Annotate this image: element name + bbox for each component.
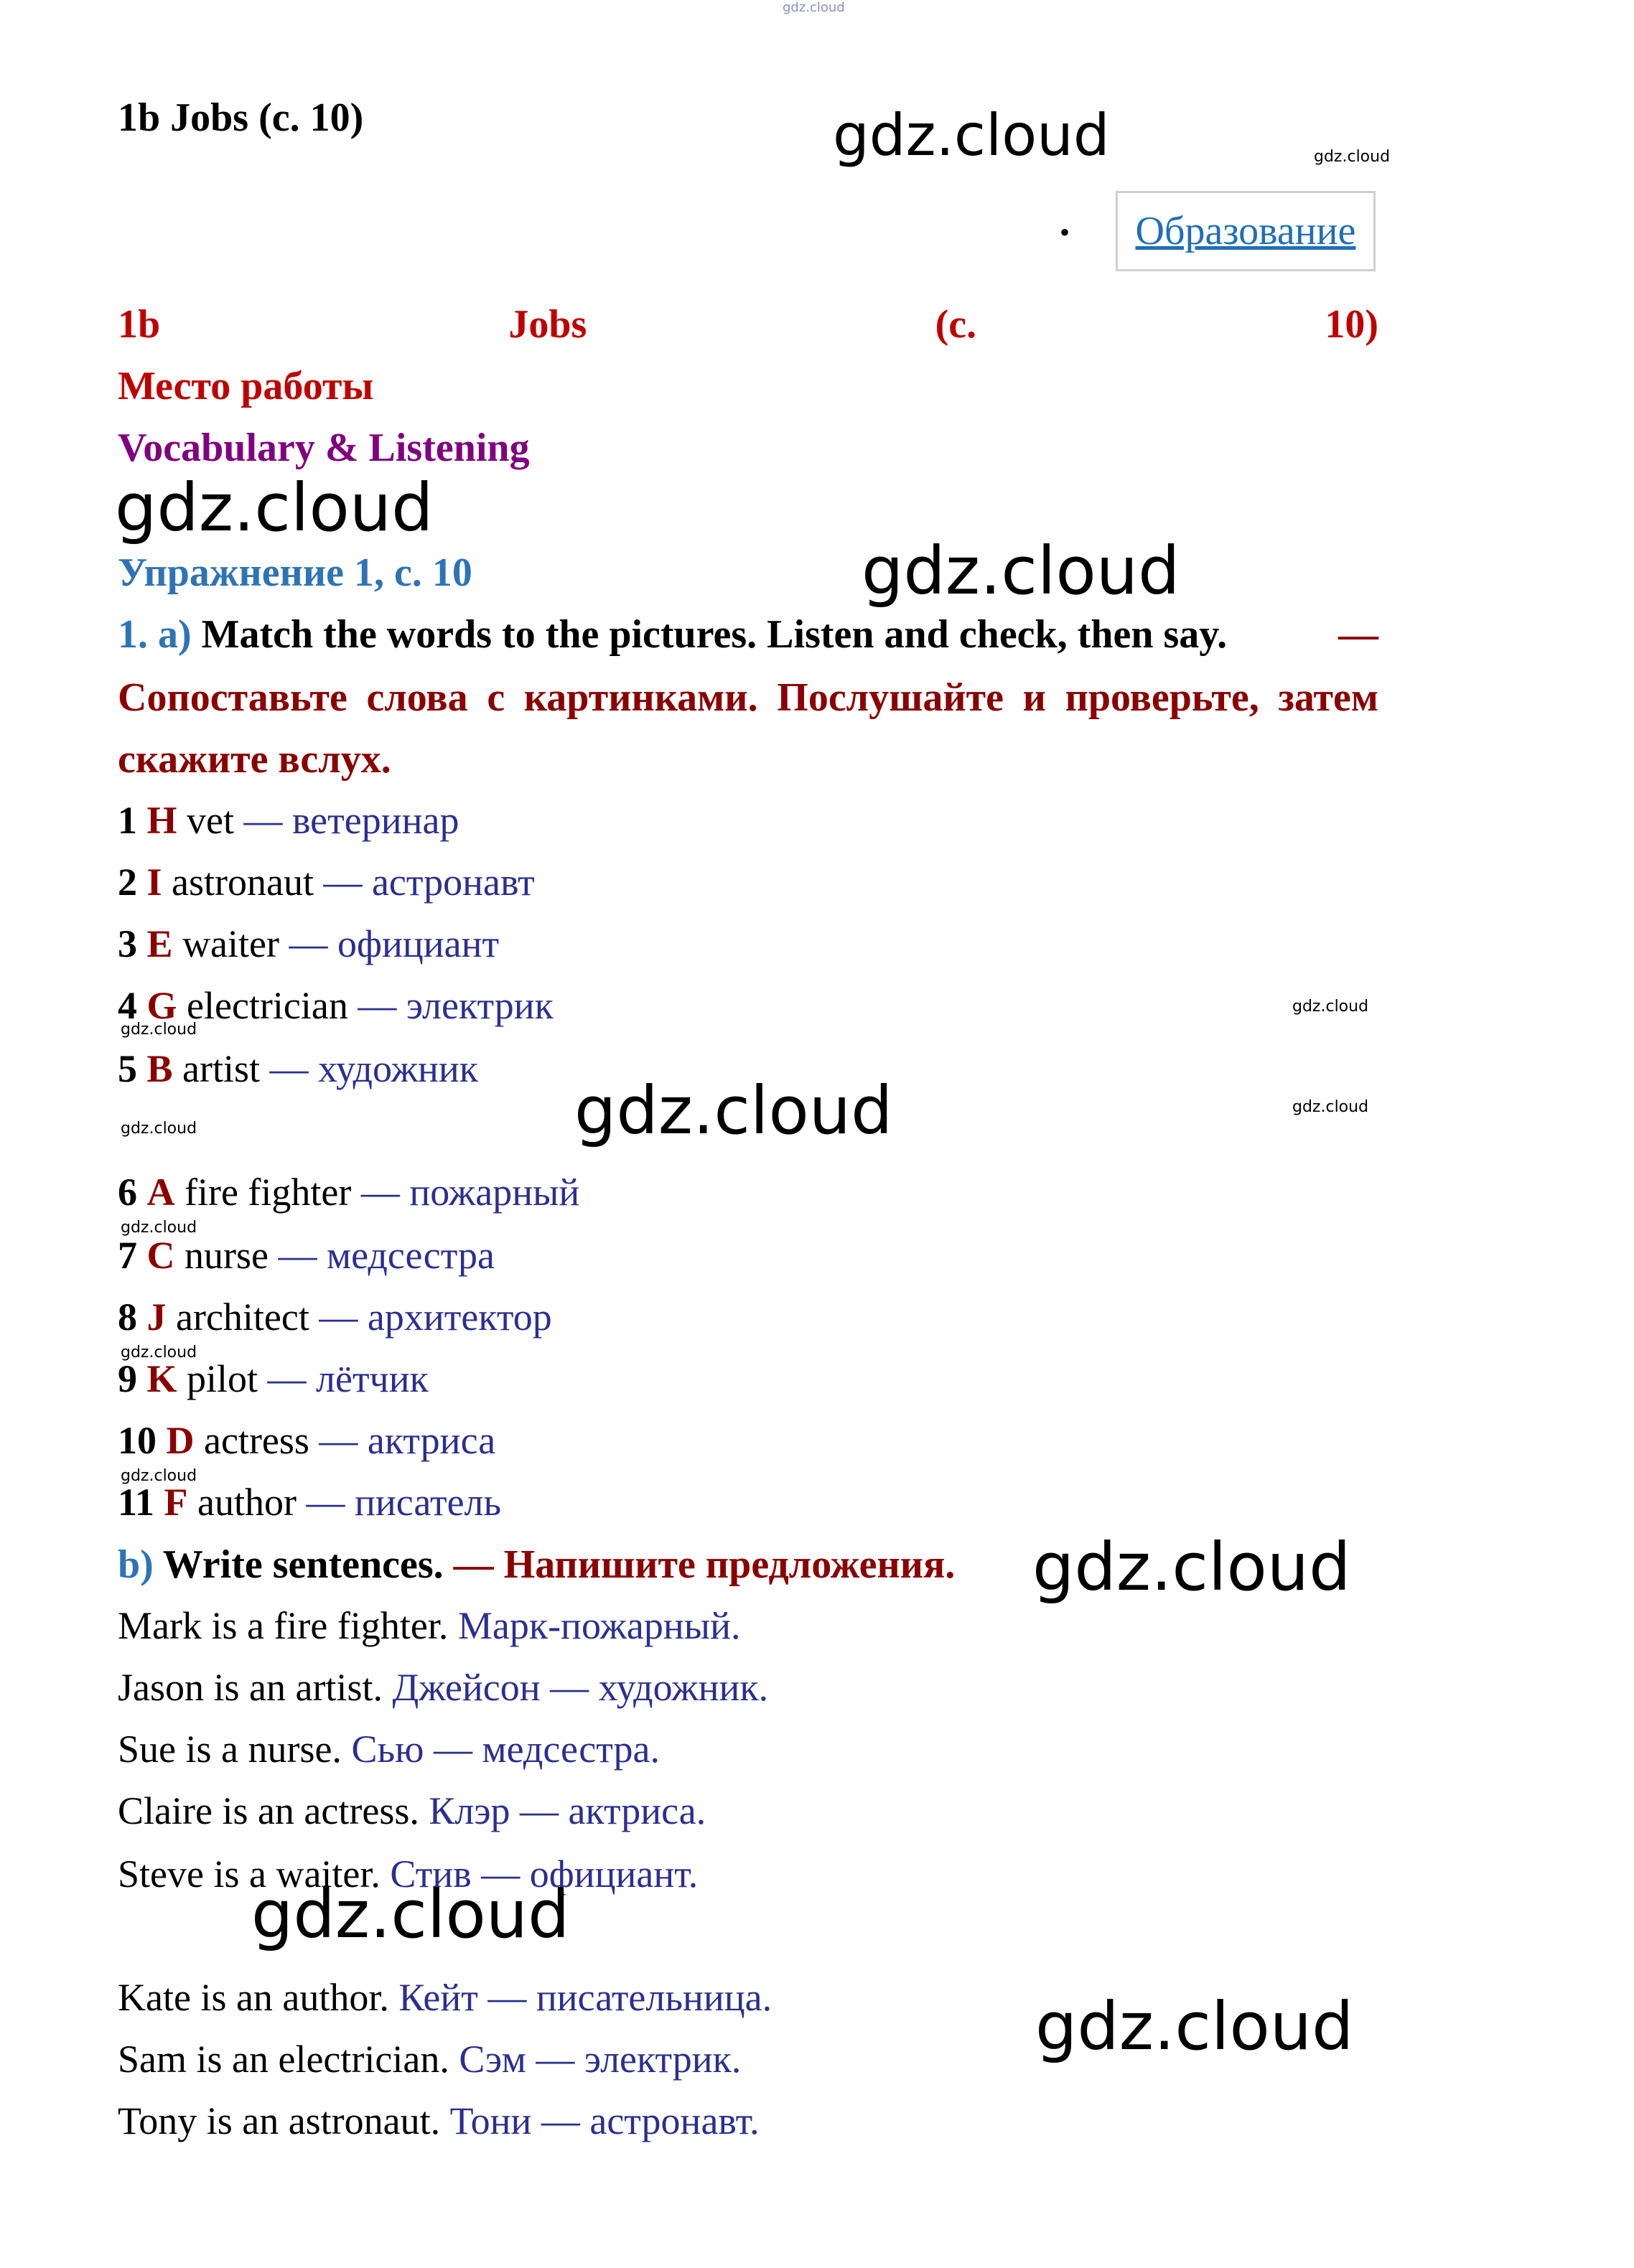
instruction-ru-line1: Сопоставьте слова с картинками. Послушайте и проверьте, затем bbox=[118, 675, 1378, 720]
match-item: 10 D actress — актриса bbox=[118, 1419, 496, 1462]
exercise-number: 1. bbox=[118, 612, 148, 657]
match-item: 3 E waiter — официант bbox=[118, 922, 500, 965]
sentence: Sue is a nurse. Сью — медсестра. bbox=[118, 1728, 660, 1771]
match-item: 6 A fire fighter — пожарный bbox=[118, 1171, 580, 1214]
watermark: gdz.cloud bbox=[574, 1072, 893, 1149]
watermark: gdz.cloud bbox=[1035, 1988, 1354, 2065]
watermark-small: gdz.cloud bbox=[121, 1344, 197, 1362]
match-item: 5 B artist — художник bbox=[118, 1047, 479, 1090]
top-watermark: gdz.cloud bbox=[783, 0, 845, 15]
match-item: 4 G electrician — электрик bbox=[118, 984, 554, 1027]
part-a-label: a) bbox=[158, 612, 192, 657]
match-item: 1 H vet — ветеринар bbox=[118, 799, 459, 842]
subtitle: Место работы bbox=[118, 364, 374, 408]
exercise-title: Упражнение 1, с. 10 bbox=[118, 550, 472, 595]
watermark-small: gdz.cloud bbox=[1292, 998, 1369, 1016]
watermark-small: gdz.cloud bbox=[1314, 148, 1391, 166]
nav-box[interactable] bbox=[1116, 191, 1376, 271]
sentence: Tony is an astronaut. Тони — астронавт. bbox=[118, 2099, 760, 2142]
watermark: gdz.cloud bbox=[862, 533, 1180, 609]
heading-part: Jobs bbox=[508, 302, 587, 347]
match-item: 8 J architect — архитектор bbox=[118, 1295, 552, 1339]
match-item: 9 K pilot — лётчик bbox=[118, 1357, 429, 1400]
sentence: Claire is an actress. Клэр — актриса. bbox=[118, 1789, 706, 1832]
instruction-line bbox=[118, 611, 1378, 657]
watermark: gdz.cloud bbox=[1032, 1529, 1351, 1606]
heading-row bbox=[118, 301, 1378, 347]
watermark-small: gdz.cloud bbox=[1292, 1098, 1369, 1116]
watermark-small: gdz.cloud bbox=[121, 1021, 197, 1039]
match-item: 11 F author — писатель bbox=[118, 1481, 502, 1524]
instruction-dash: — bbox=[1338, 612, 1378, 657]
watermark: gdz.cloud bbox=[251, 1876, 570, 1953]
heading-part: (c. bbox=[935, 302, 977, 347]
section-title: Vocabulary & Listening bbox=[118, 426, 530, 470]
watermark: gdz.cloud bbox=[115, 469, 434, 546]
part-b-instruction: b) Write sentences. — Напишите предложения. bbox=[118, 1542, 956, 1587]
sentence: Mark is a fire fighter. Марк-пожарный. bbox=[118, 1604, 741, 1647]
match-item: 2 I astronaut — астронавт bbox=[118, 861, 535, 904]
match-item: 7 C nurse — медсестра bbox=[118, 1234, 495, 1277]
watermark: gdz.cloud bbox=[833, 102, 1110, 169]
education-link[interactable]: Образование bbox=[1135, 209, 1356, 253]
watermark-small: gdz.cloud bbox=[121, 1120, 197, 1138]
heading-part: 1b bbox=[118, 302, 161, 347]
doc-title: 1b Jobs (с. 10) bbox=[118, 95, 364, 140]
instruction-en: Match the words to the pictures. Listen and check, then say. bbox=[201, 612, 1228, 657]
sentence: Steve is a waiter. Стив — официант. bbox=[118, 1852, 699, 1896]
watermark-small: gdz.cloud bbox=[121, 1467, 197, 1485]
heading-part: 10) bbox=[1325, 302, 1378, 347]
sentence: Sam is an electrician. Сэм — электрик. bbox=[118, 2038, 742, 2081]
part-b-label: b) bbox=[118, 1542, 154, 1587]
sentence: Kate is an author. Кейт — писательница. bbox=[118, 1976, 772, 2019]
instruction-ru-line2: скажите вслух. bbox=[118, 737, 391, 782]
sentence: Jason is an artist. Джейсон — художник. bbox=[118, 1666, 769, 1709]
watermark-small: gdz.cloud bbox=[121, 1219, 197, 1237]
nav-bullet: • bbox=[1060, 216, 1070, 248]
